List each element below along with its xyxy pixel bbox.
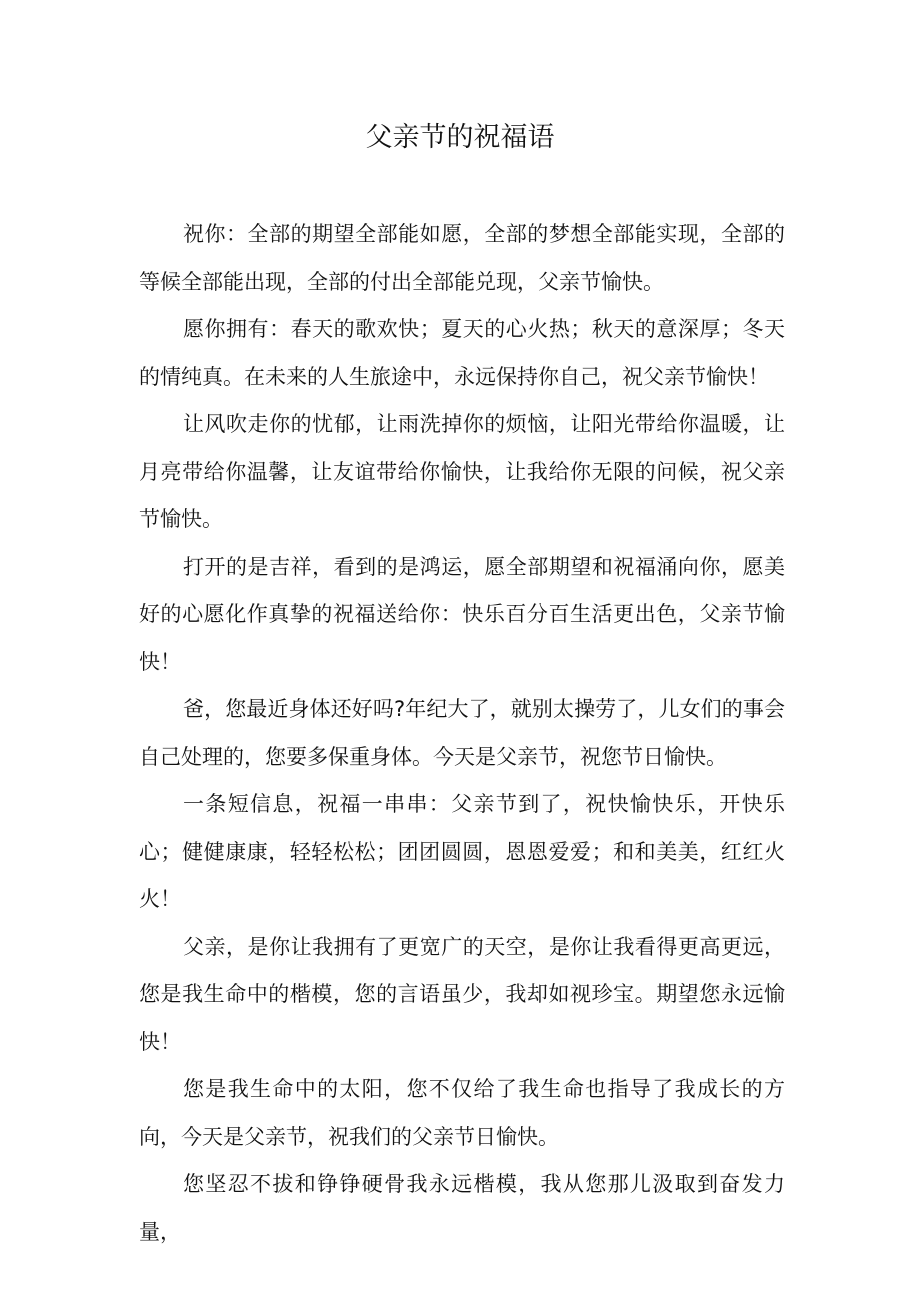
paragraph-9: 您坚忍不拔和铮铮硬骨我永远楷模，我从您那儿汲取到奋发力量， xyxy=(139,1172,785,1244)
paragraph-1: 祝你：全部的期望全部能如愿，全部的梦想全部能实现，全部的等候全部能出现，全部的付出全部能兑现，父亲节愉快。 xyxy=(139,222,785,294)
paragraph-3: 让风吹走你的忧郁，让雨洗掉你的烦恼，让阳光带给你温暖，让月亮带给你温馨，让友谊带给你愉快，让我给你无限的问候，祝父亲节愉快。 xyxy=(139,412,785,531)
paragraph-4: 打开的是吉祥，看到的是鸿运，愿全部期望和祝福涌向你，愿美好的心愿化作真挚的祝福送给你：快乐百分百生活更出色，父亲节愉快！ xyxy=(139,554,785,674)
paragraph-6: 一条短信息，祝福一串串：父亲节到了，祝快愉快乐，开快乐心；健健康康，轻轻松松；团团圆圆，恩恩爱爱；和和美美，红红火火！ xyxy=(139,792,785,911)
paragraph-7: 父亲，是你让我拥有了更宽广的天空，是你让我看得更高更远，您是我生命中的楷模，您的言语虽少，我却如视珍宝。期望您永远愉快！ xyxy=(139,934,785,1054)
document-body xyxy=(139,211,785,1256)
paragraph-5: 爸，您最近身体还好吗?年纪大了，就别太操劳了，儿女们的事会自己处理的，您要多保重身体。今天是父亲节，祝您节日愉快。 xyxy=(139,697,785,769)
document-title: 父亲节的祝福语 xyxy=(365,122,555,153)
paragraph-8: 您是我生命中的太阳，您不仅给了我生命也指导了我成长的方向，今天是父亲节，祝我们的父亲节日愉快。 xyxy=(139,1077,785,1149)
paragraph-2: 愿你拥有：春天的歌欢快；夏天的心火热；秋天的意深厚；冬天的情纯真。在未来的人生旅途中，永远保持你自己，祝父亲节愉快！ xyxy=(139,317,785,389)
